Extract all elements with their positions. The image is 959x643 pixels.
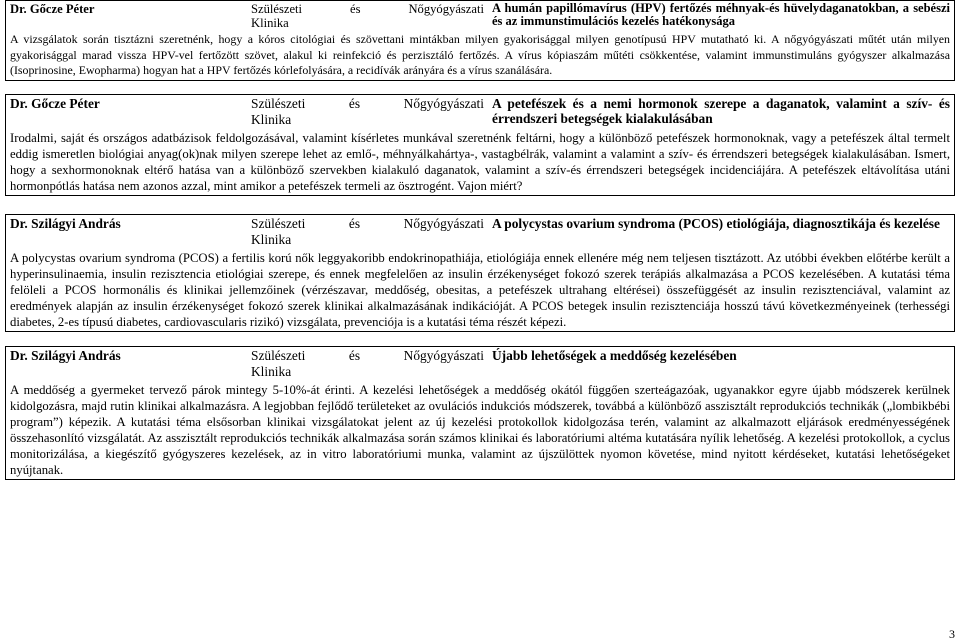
- clinic-line-2: Klinika: [251, 363, 292, 379]
- topic-header: [6, 1, 954, 31]
- topic-title: A humán papillómavírus (HPV) fertőzés méhnyak-és hüvelydaganatokban, a sebészi és az immunstimulációs kezelés hatékonysága: [492, 1, 950, 29]
- topic-description: Irodalmi, saját és országos adatbázisok feldolgozásával, valamint kísérletes munkával szeretnénk feltárni, hogy a különböző petefészek hormonoknak, vagy a petefészek által termelt eddig ismeretlen biológiai anyag(ok)nak milyen szerepe lehet az emlő-, méhnyálkahártya-, vastagbélrák, valamint a valamint a szív- és érrendszeri betegségek kialakulásában. Ismert, hogy a sexhormonoknak eltérő hatása van a különböző szervekben kialakuló daganatok, valamint a szív-és érrendszeri betegségek incidenciájára. A petefészek eltávolítása utáni hormonpótlás hatása nem azonos azzal, mint amikor a petefészek termeli az ösztrogént. Vajon miért?: [10, 130, 950, 193]
- topic-header: [6, 95, 954, 129]
- research-topic-1: [5, 0, 955, 81]
- clinic-word: Szülészeti: [251, 2, 303, 16]
- clinic-name: [247, 215, 488, 249]
- research-topic-4: [5, 346, 955, 480]
- page-number: 3: [949, 627, 955, 641]
- clinic-word: Nőgyógyászati: [403, 215, 484, 231]
- topic-title: Újabb lehetőségek a meddőség kezelésében: [492, 347, 737, 363]
- clinic-name: [247, 347, 488, 381]
- clinic-word: és: [348, 95, 361, 111]
- clinic-line-2: Klinika: [251, 16, 289, 30]
- research-topic-2: [5, 94, 955, 196]
- clinic-word: Szülészeti: [251, 347, 306, 363]
- clinic-word: Nőgyógyászati: [403, 95, 484, 111]
- topic-title: A polycystas ovarium syndroma (PCOS) etiológiája, diagnosztikája és kezelése: [492, 215, 940, 231]
- clinic-line-2: Klinika: [251, 111, 292, 127]
- clinic-word: Nőgyógyászati: [403, 347, 484, 363]
- clinic-word: és: [348, 347, 361, 363]
- clinic-word: Szülészeti: [251, 95, 306, 111]
- topic-description: A polycystas ovarium syndroma (PCOS) a fertilis korú nők leggyakoribb endokrinopathiája, etiológiája ennek ellenére még nem teljesen tisztázott. Az utóbbi években előtérbe került a hyperinsulinaemia, insulin rezisztencia etiológiai szerepe, és ennek megfelelően az insulin érzékenységet fokozó szerek terápiás alkalmazása a PCOS kezelésében. A kutatási téma felöleli a PCOS hormonális és klinikai jellemzőinek (vérzészavar, meddőség, obesitas, a petefészek ultrahang eltérései) összefüggését az insulin rezisztenciával, valamint az eredmények alapján az insulin érzékenységet fokozó szerek klinikai alkalmazásának indikációját. A PCOS betegek insulin rezisztenciája hosszú távú következményeinek (terhességi diabetes, 2-es típusú diabetes, cardiovascularis rizikó) vizsgálata, prevenciója is a kutatási téma részét képezi.: [10, 250, 950, 329]
- topic-header: [6, 347, 954, 381]
- author-name: Dr. Szilágyi András: [10, 347, 121, 363]
- research-topic-3: [5, 214, 955, 332]
- topic-header: [6, 215, 954, 249]
- topic-description: A vizsgálatok során tisztázni szeretnénk, hogy a kóros citológiai és szövettani mintákban milyen gyakorisággal milyen genotípusú HPV mutatható ki. A nőgyógyászati műtét után milyen gyakorisággal marad vissza HPV-vel fertőzött szövet, alakul ki reinfekció és perzisztáló fertőzés. A vírus kópiaszám műtéti csökkentése, valamint immunstimuláns gyógyszer alkalmazása (Isoprinosine, Ewopharma) hogyan hat a HPV fertőzés kórlefolyására, a recidívák arányára és a vírus szanálására.: [10, 32, 950, 78]
- topic-title: A petefészek és a nemi hormonok szerepe a daganatok, valamint a szív- és érrendszeri betegségek kialakulásában: [492, 95, 950, 126]
- clinic-word: Nőgyógyászati: [408, 2, 484, 16]
- author-name: Dr. Gőcze Péter: [10, 2, 95, 16]
- clinic-word: és: [348, 215, 361, 231]
- clinic-line-2: Klinika: [251, 231, 292, 247]
- clinic-word: és: [350, 2, 361, 16]
- author-name: Dr. Gőcze Péter: [10, 95, 100, 111]
- clinic-word: Szülészeti: [251, 215, 306, 231]
- document-page: [5, 0, 955, 480]
- topic-description: A meddőség a gyermeket tervező párok mintegy 5-10%-át érinti. A kezelési lehetőségek a meddőség okától függően szerteágazóak, ugyanakkor egyre újabb módszerek kerülnek kidolgozásra, majd rutin klinikai alkalmazásra. A legjobban fejlődő területeket az ovulációs indukciós módszerek, továbbá a különböző asszisztált reprodukciós technikák („lombikbébi program”) képezik. A kutatási téma elsősorban klinikai vizsgálatokat jelent az új kezelési protokollok kidolgozása terén, valamint az alkalmazott eljárások eredményességének összehasonlító vizsgálatát. Az asszisztált reprodukciós technikák alkalmazása során számos klinikai és laboratóriumi altéma kutatására nyílik lehetőség. A kezelési protokollok, a cyclus monitorizálása, a kiegészítő gyógyszeres kezelések, az in vitro laboratóriumi munka, valamint az újszülöttek nyomon követése, mind nyitott kérdéseket, kutatási lehetőségeket nyújtanak.: [10, 382, 950, 477]
- author-name: Dr. Szilágyi András: [10, 215, 121, 231]
- clinic-name: [247, 1, 488, 31]
- clinic-name: [247, 95, 488, 129]
